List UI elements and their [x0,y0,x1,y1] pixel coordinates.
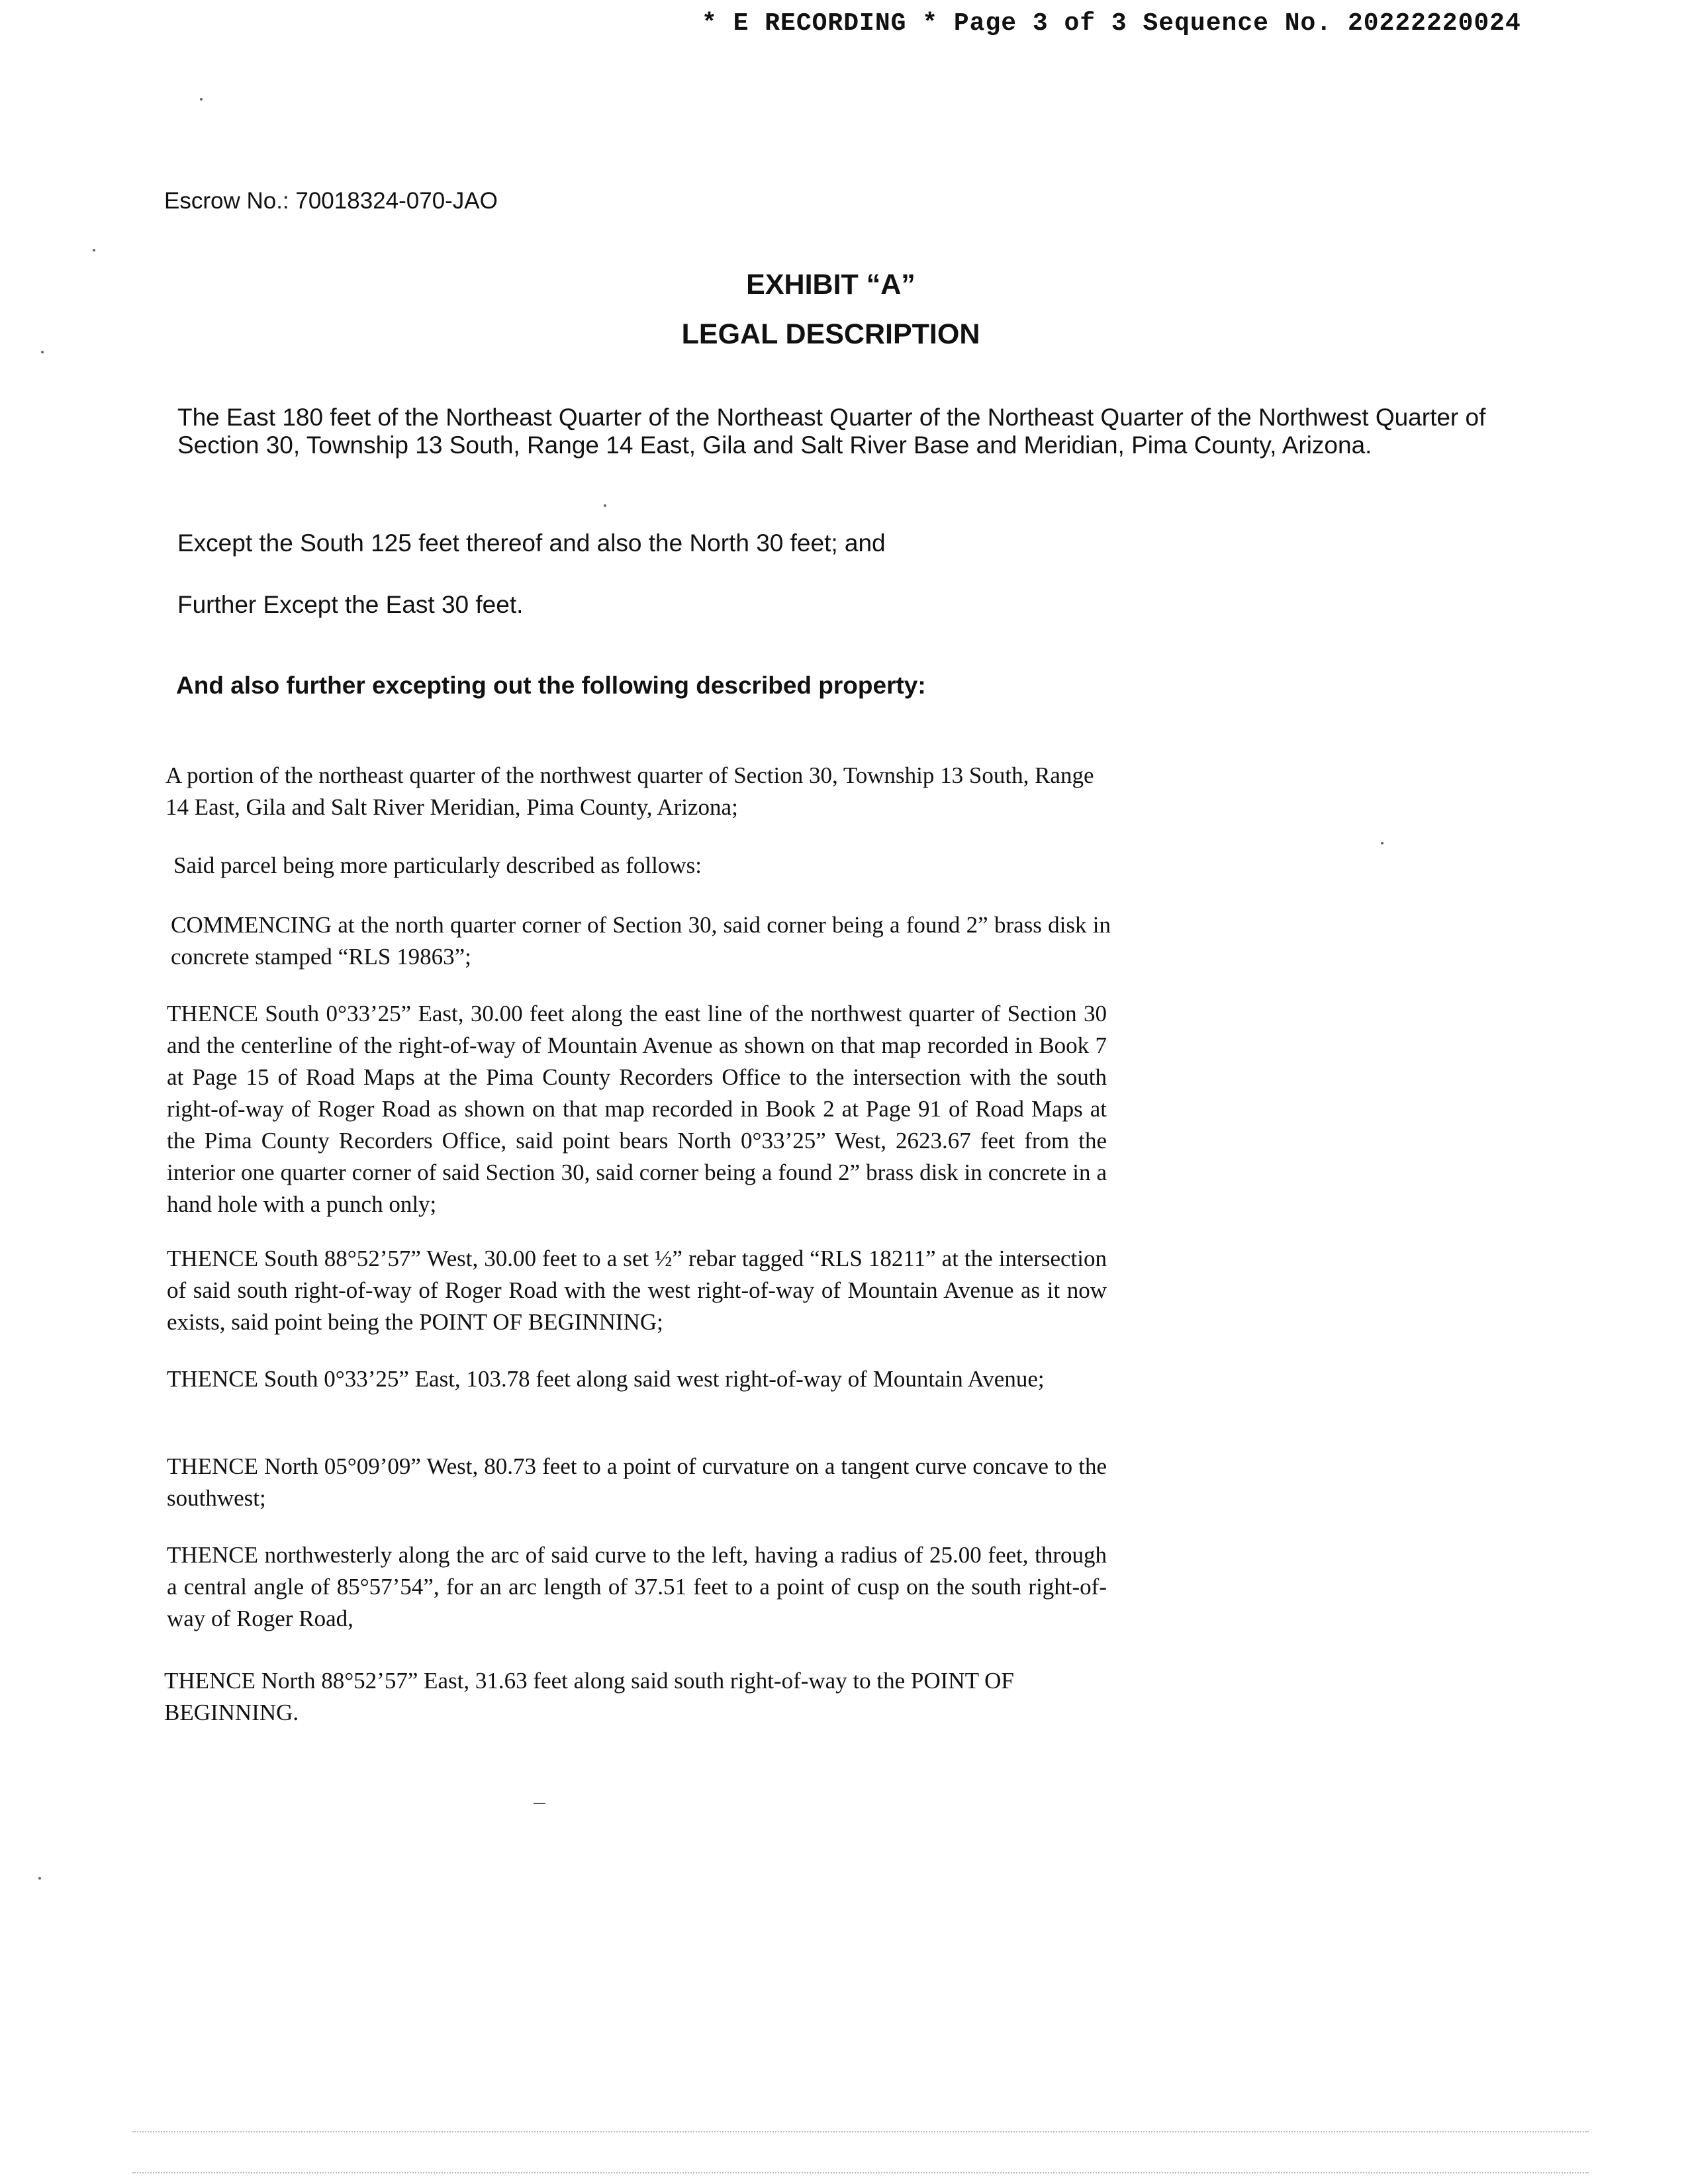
legal-paragraph-exception-heading: And also further excepting out the following described property: [176,672,926,699]
scan-mark [534,1803,545,1804]
survey-paragraph-course-3: THENCE South 0°33’25” East, 103.78 feet along said west right-of-way of Mountain Avenue; [167,1366,1045,1392]
survey-paragraph-portion: A portion of the northeast quarter of the northwest quarter of Section 30, Township 13 South, Range 14 East, Gila and Salt River Meridian, Pima County, Arizona; [165,762,1094,820]
recording-header: * E RECORDING * Page 3 of 3 Sequence No. 20222220024 [702,9,1521,38]
escrow-number: Escrow No.: 70018324-070-JAO [164,188,498,214]
scan-speck [38,1877,41,1880]
scan-noise [132,2172,1589,2175]
survey-paragraph-course-5: THENCE northwesterly along the arc of said curve to the left, having a radius of 25.00 feet, through a central angle of 85°57’54”, for an arc length of 37.51 feet to a point of cusp on the south right-of-way of Roger Road, [167,1542,1107,1631]
scan-speck [200,98,203,101]
scan-speck [604,504,606,507]
scan-speck [41,351,44,353]
survey-paragraph-course-4: THENCE North 05°09’09” West, 80.73 feet to a point of curvature on a tangent curve concave to the southwest; [167,1453,1107,1511]
scan-speck [93,249,95,251]
legal-paragraph-main: The East 180 feet of the Northeast Quarter of the Northeast Quarter of the Northeast Quarter of the Northwest Quarter of Section 30, Township 13 South, Range 14 East, Gila and Salt River Base and Meridian, Pima County, Arizona. [177,404,1486,459]
exhibit-title: EXHIBIT “A” [746,269,915,300]
survey-paragraph-course-2: THENCE South 88°52’57” West, 30.00 feet to a set ½” rebar tagged “RLS 18211” at the intersection of said south right-of-way of Roger Road with the west right-of-way of Mountain Avenue as it now exists, said point being the POINT OF BEGINNING; [167,1246,1107,1335]
legal-description-title: LEGAL DESCRIPTION [681,318,980,350]
scan-speck [1381,842,1383,844]
scan-noise [132,2131,1589,2134]
survey-paragraph-intro: Said parcel being more particularly described as follows: [173,852,702,878]
survey-paragraph-commencing: COMMENCING at the north quarter corner of Section 30, said corner being a found 2” brass disk in concrete stamped “RLS 19863”; [171,912,1111,970]
legal-paragraph-exception-1: Except the South 125 feet thereof and also the North 30 feet; and [177,529,886,557]
survey-paragraph-course-1: THENCE South 0°33’25” East, 30.00 feet along the east line of the northwest quarter of Section 30 and the centerline of the right-of-way of Mountain Avenue as shown on that map recorded in Book 7 at Page 15 of Road Maps at the Pima County Recorders Office to the intersection with the south right-of-way of Roger Road as shown on that map recorded in Book 2 at Page 91 of Road Maps at the Pima County Recorders Office, said point bears North 0°33’25” West, 2623.67 feet from the interior one quarter corner of said Section 30, said corner being a found 2” brass disk in concrete in a hand hole with a punch only; [167,1001,1107,1217]
legal-paragraph-exception-2: Further Except the East 30 feet. [177,591,524,618]
survey-paragraph-course-6: THENCE North 88°52’57” East, 31.63 feet along said south right-of-way to the POINT OF BEGINNING. [164,1668,1014,1725]
